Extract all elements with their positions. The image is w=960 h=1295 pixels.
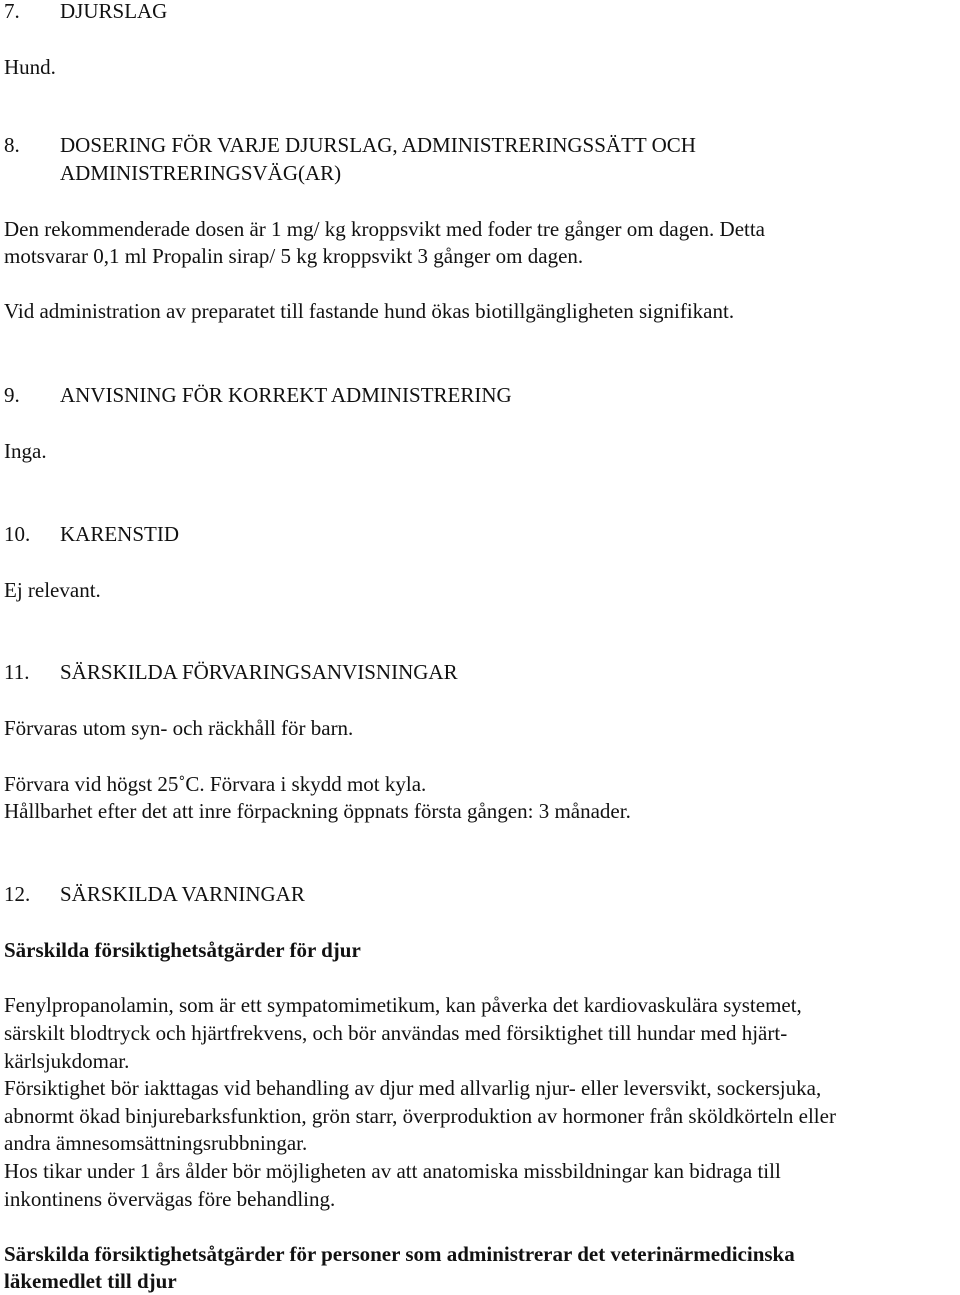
section-9-number: 9. [4, 383, 20, 407]
section-12-para-b-line2: abnormt ökad binjurebarksfunktion, grön starr, överproduktion av hormoner från sköldkörteln eller [4, 1104, 836, 1128]
section-11-number: 11. [4, 660, 30, 684]
section-10-body: Ej relevant. [4, 578, 101, 602]
section-12-para-b-line1: Försiktighet bör iakttagas vid behandling av djur med allvarlig njur- eller leversvikt, sockersjuka, [4, 1076, 822, 1100]
section-12-number: 12. [4, 882, 31, 906]
section-11-p1: Förvaras utom syn- och räckhåll för barn. [4, 716, 354, 740]
section-12-title: SÄRSKILDA VARNINGAR [60, 882, 305, 906]
section-11-p3: Hållbarhet efter det att inre förpackning öppnats första gången: 3 månader. [4, 799, 631, 823]
section-9-heading [4, 381, 512, 409]
section-10-title: KARENSTID [60, 522, 179, 546]
section-12-para-b-line3: andra ämnesomsättningsrubbningar. [4, 1131, 308, 1155]
section-12-heading [4, 880, 305, 908]
section-8-title-line1: DOSERING FÖR VARJE DJURSLAG, ADMINISTRERINGSSÄTT OCH [60, 133, 696, 157]
section-11-title: SÄRSKILDA FÖRVARINGSANVISNINGAR [60, 660, 458, 684]
section-12-para-c-line2: inkontinens övervägas före behandling. [4, 1187, 336, 1211]
section-10-heading [4, 520, 179, 548]
section-8-p1-line2: motsvarar 0,1 ml Propalin sirap/ 5 kg kroppsvikt 3 gånger om dagen. [4, 244, 584, 268]
section-11-p2: Förvara vid högst 25˚C. Förvara i skydd mot kyla. [4, 772, 427, 796]
section-8-heading [4, 131, 696, 159]
section-7-title: DJURSLAG [60, 0, 168, 23]
section-8-p1-line1: Den rekommenderade dosen är 1 mg/ kg kroppsvikt med foder tre gånger om dagen. Detta [4, 217, 766, 241]
section-7-number: 7. [4, 0, 20, 23]
section-8-number: 8. [4, 133, 20, 157]
section-12-subheading-persons-line2: läkemedlet till djur [4, 1269, 177, 1293]
section-8-title-line2: ADMINISTRERINGSVÄG(AR) [60, 161, 342, 185]
section-12-para-a-line3: kärlsjukdomar. [4, 1049, 130, 1073]
section-10-number: 10. [4, 522, 31, 546]
section-9-title: ANVISNING FÖR KORREKT ADMINISTRERING [60, 383, 512, 407]
section-12-subheading-persons-line1: Särskilda försiktighetsåtgärder för personer som administrerar det veterinärmedicinska [4, 1242, 795, 1266]
section-12-para-a-line1: Fenylpropanolamin, som är ett sympatomimetikum, kan påverka det kardiovaskulära systemet, [4, 993, 802, 1017]
section-11-heading [4, 658, 458, 686]
section-7-body: Hund. [4, 55, 56, 79]
section-9-body: Inga. [4, 439, 47, 463]
section-12-para-c-line1: Hos tikar under 1 års ålder bör möjligheten av att anatomiska missbildningar kan bidraga till [4, 1159, 781, 1183]
section-12-para-a-line2: särskilt blodtryck och hjärtfrekvens, och bör användas med försiktighet till hundar med hjärt- [4, 1021, 788, 1045]
section-8-p2: Vid administration av preparatet till fastande hund ökas biotillgängligheten signifikant. [4, 299, 735, 323]
section-12-subheading-animals: Särskilda försiktighetsåtgärder för djur [4, 938, 361, 962]
section-7-heading [4, 0, 167, 25]
